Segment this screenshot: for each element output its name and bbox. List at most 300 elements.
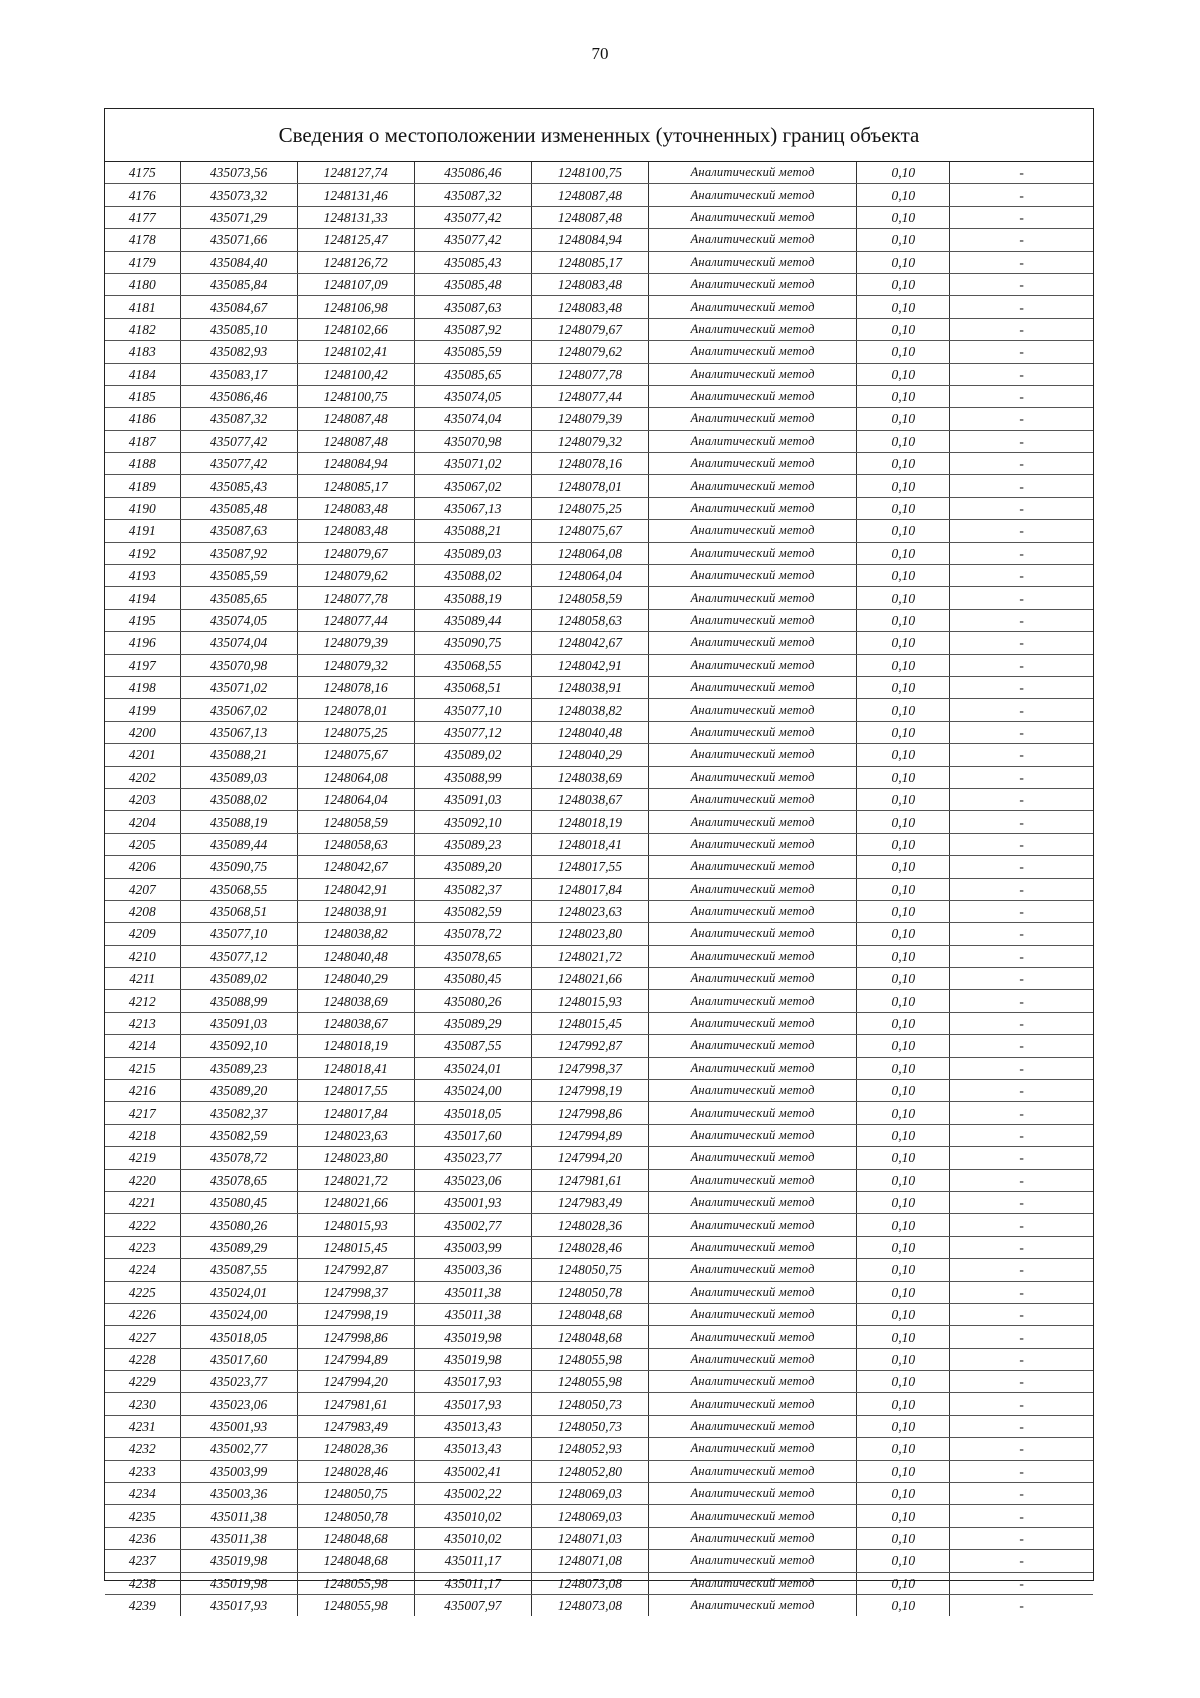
point-number-cell: 4233 [105,1460,180,1482]
point-number-cell: 4193 [105,565,180,587]
x-old-cell: 435003,99 [180,1460,297,1482]
point-number-cell: 4176 [105,184,180,206]
accuracy-cell: 0,10 [857,1191,950,1213]
y-old-cell: 1248028,46 [297,1460,414,1482]
point-number-cell: 4227 [105,1326,180,1348]
method-cell: Аналитический метод [649,833,857,855]
point-number-cell: 4183 [105,341,180,363]
y-old-cell: 1248077,78 [297,587,414,609]
x-new-cell: 435013,43 [414,1415,531,1437]
accuracy-cell: 0,10 [857,1527,950,1549]
description-cell: - [950,1102,1093,1124]
accuracy-cell: 0,10 [857,721,950,743]
x-new-cell: 435010,02 [414,1527,531,1549]
method-cell: Аналитический метод [649,1505,857,1527]
y-new-cell: 1248052,93 [531,1438,648,1460]
description-cell: - [950,251,1093,273]
accuracy-cell: 0,10 [857,1281,950,1303]
x-new-cell: 435088,99 [414,766,531,788]
y-old-cell: 1247981,61 [297,1393,414,1415]
x-new-cell: 435068,51 [414,676,531,698]
x-old-cell: 435071,02 [180,676,297,698]
table-row [105,1348,1093,1370]
y-new-cell: 1248015,45 [531,1012,648,1034]
x-new-cell: 435010,02 [414,1505,531,1527]
y-old-cell: 1248131,33 [297,206,414,228]
x-new-cell: 435017,93 [414,1393,531,1415]
accuracy-cell: 0,10 [857,1057,950,1079]
table-row [105,1326,1093,1348]
table-row [105,497,1093,519]
method-cell: Аналитический метод [649,1169,857,1191]
method-cell: Аналитический метод [649,1303,857,1325]
description-cell: - [950,878,1093,900]
x-new-cell: 435082,59 [414,900,531,922]
accuracy-cell: 0,10 [857,497,950,519]
y-new-cell: 1248050,73 [531,1393,648,1415]
table-row [105,1393,1093,1415]
x-new-cell: 435011,17 [414,1572,531,1594]
method-cell: Аналитический метод [649,1236,857,1258]
x-old-cell: 435085,84 [180,273,297,295]
description-cell: - [950,990,1093,1012]
x-new-cell: 435074,04 [414,408,531,430]
accuracy-cell: 0,10 [857,744,950,766]
x-old-cell: 435088,21 [180,744,297,766]
table-row [105,408,1093,430]
table-row [105,1012,1093,1034]
method-cell: Аналитический метод [649,1438,857,1460]
x-new-cell: 435068,55 [414,654,531,676]
table-row [105,542,1093,564]
x-old-cell: 435068,55 [180,878,297,900]
x-new-cell: 435001,93 [414,1191,531,1213]
x-new-cell: 435077,42 [414,206,531,228]
y-old-cell: 1248038,91 [297,900,414,922]
description-cell: - [950,430,1093,452]
method-cell: Аналитический метод [649,385,857,407]
x-old-cell: 435068,51 [180,900,297,922]
point-number-cell: 4196 [105,632,180,654]
accuracy-cell: 0,10 [857,565,950,587]
description-cell: - [950,1057,1093,1079]
method-cell: Аналитический метод [649,273,857,295]
table-row [105,968,1093,990]
description-cell: - [950,1191,1093,1213]
description-cell: - [950,609,1093,631]
method-cell: Аналитический метод [649,1348,857,1370]
y-new-cell: 1248071,08 [531,1550,648,1572]
method-cell: Аналитический метод [649,363,857,385]
table-row [105,856,1093,878]
table-row [105,1415,1093,1437]
description-cell: - [950,1483,1093,1505]
x-old-cell: 435011,38 [180,1505,297,1527]
point-number-cell: 4180 [105,273,180,295]
x-old-cell: 435073,56 [180,162,297,184]
point-number-cell: 4238 [105,1572,180,1594]
y-old-cell: 1248075,25 [297,721,414,743]
point-number-cell: 4201 [105,744,180,766]
y-old-cell: 1248078,16 [297,676,414,698]
table-row [105,811,1093,833]
accuracy-cell: 0,10 [857,542,950,564]
accuracy-cell: 0,10 [857,1550,950,1572]
table-row [105,945,1093,967]
point-number-cell: 4210 [105,945,180,967]
x-new-cell: 435088,02 [414,565,531,587]
description-cell: - [950,1012,1093,1034]
point-number-cell: 4232 [105,1438,180,1460]
y-old-cell: 1247994,89 [297,1348,414,1370]
y-old-cell: 1248075,67 [297,744,414,766]
x-new-cell: 435077,42 [414,229,531,251]
description-cell: - [950,1281,1093,1303]
y-old-cell: 1248131,46 [297,184,414,206]
y-new-cell: 1248079,67 [531,318,648,340]
x-new-cell: 435089,29 [414,1012,531,1034]
y-old-cell: 1248127,74 [297,162,414,184]
description-cell: - [950,162,1093,184]
y-old-cell: 1248028,36 [297,1438,414,1460]
y-new-cell: 1248079,62 [531,341,648,363]
accuracy-cell: 0,10 [857,1460,950,1482]
point-number-cell: 4194 [105,587,180,609]
y-new-cell: 1248058,59 [531,587,648,609]
description-cell: - [950,1169,1093,1191]
accuracy-cell: 0,10 [857,475,950,497]
y-new-cell: 1248087,48 [531,206,648,228]
method-cell: Аналитический метод [649,162,857,184]
accuracy-cell: 0,10 [857,788,950,810]
coordinates-table [105,162,1093,1616]
table-row [105,1057,1093,1079]
table-row [105,385,1093,407]
y-new-cell: 1248028,46 [531,1236,648,1258]
x-new-cell: 435024,01 [414,1057,531,1079]
x-new-cell: 435087,32 [414,184,531,206]
description-cell: - [950,945,1093,967]
method-cell: Аналитический метод [649,632,857,654]
accuracy-cell: 0,10 [857,968,950,990]
table-row [105,1460,1093,1482]
x-old-cell: 435088,99 [180,990,297,1012]
y-old-cell: 1248106,98 [297,296,414,318]
table-row [105,923,1093,945]
x-new-cell: 435011,17 [414,1550,531,1572]
y-new-cell: 1248075,67 [531,520,648,542]
y-old-cell: 1248125,47 [297,229,414,251]
method-cell: Аналитический метод [649,497,857,519]
y-old-cell: 1248018,41 [297,1057,414,1079]
method-cell: Аналитический метод [649,968,857,990]
description-cell: - [950,1595,1093,1617]
y-new-cell: 1248038,91 [531,676,648,698]
accuracy-cell: 0,10 [857,1214,950,1236]
table-row [105,1527,1093,1549]
x-new-cell: 435002,22 [414,1483,531,1505]
x-new-cell: 435003,99 [414,1236,531,1258]
x-old-cell: 435018,05 [180,1326,297,1348]
x-new-cell: 435082,37 [414,878,531,900]
description-cell: - [950,1415,1093,1437]
point-number-cell: 4218 [105,1124,180,1146]
x-old-cell: 435089,20 [180,1080,297,1102]
x-new-cell: 435018,05 [414,1102,531,1124]
y-new-cell: 1248087,48 [531,184,648,206]
point-number-cell: 4195 [105,609,180,631]
x-old-cell: 435085,43 [180,475,297,497]
accuracy-cell: 0,10 [857,1505,950,1527]
x-old-cell: 435024,01 [180,1281,297,1303]
x-old-cell: 435074,05 [180,609,297,631]
x-old-cell: 435019,98 [180,1550,297,1572]
y-new-cell: 1248077,44 [531,385,648,407]
x-old-cell: 435089,44 [180,833,297,855]
method-cell: Аналитический метод [649,318,857,340]
x-new-cell: 435011,38 [414,1303,531,1325]
table-row [105,1191,1093,1213]
point-number-cell: 4192 [105,542,180,564]
y-new-cell: 1248015,93 [531,990,648,1012]
accuracy-cell: 0,10 [857,878,950,900]
y-new-cell: 1247994,20 [531,1147,648,1169]
x-new-cell: 435085,43 [414,251,531,273]
accuracy-cell: 0,10 [857,1012,950,1034]
method-cell: Аналитический метод [649,788,857,810]
x-old-cell: 435088,02 [180,788,297,810]
table-row [105,990,1093,1012]
x-old-cell: 435087,63 [180,520,297,542]
y-new-cell: 1248055,98 [531,1371,648,1393]
description-cell: - [950,721,1093,743]
point-number-cell: 4217 [105,1102,180,1124]
accuracy-cell: 0,10 [857,945,950,967]
table-row [105,744,1093,766]
accuracy-cell: 0,10 [857,1572,950,1594]
y-old-cell: 1248038,67 [297,1012,414,1034]
y-old-cell: 1248042,91 [297,878,414,900]
y-new-cell: 1247983,49 [531,1191,648,1213]
table-row [105,1371,1093,1393]
method-cell: Аналитический метод [649,341,857,363]
table-row [105,721,1093,743]
description-cell: - [950,1460,1093,1482]
description-cell: - [950,565,1093,587]
description-cell: - [950,788,1093,810]
y-new-cell: 1248079,32 [531,430,648,452]
description-cell: - [950,587,1093,609]
accuracy-cell: 0,10 [857,856,950,878]
x-old-cell: 435092,10 [180,1035,297,1057]
x-old-cell: 435089,02 [180,968,297,990]
table-row [105,273,1093,295]
y-new-cell: 1248100,75 [531,162,648,184]
description-cell: - [950,184,1093,206]
method-cell: Аналитический метод [649,1057,857,1079]
y-new-cell: 1247998,86 [531,1102,648,1124]
y-new-cell: 1248084,94 [531,229,648,251]
table-row [105,788,1093,810]
method-cell: Аналитический метод [649,1527,857,1549]
point-number-cell: 4198 [105,676,180,698]
method-cell: Аналитический метод [649,408,857,430]
method-cell: Аналитический метод [649,654,857,676]
method-cell: Аналитический метод [649,1147,857,1169]
x-new-cell: 435089,23 [414,833,531,855]
x-new-cell: 435086,46 [414,162,531,184]
y-old-cell: 1248055,98 [297,1595,414,1617]
method-cell: Аналитический метод [649,721,857,743]
y-old-cell: 1247998,19 [297,1303,414,1325]
y-new-cell: 1248038,67 [531,788,648,810]
description-cell: - [950,1147,1093,1169]
x-new-cell: 435089,20 [414,856,531,878]
method-cell: Аналитический метод [649,587,857,609]
description-cell: - [950,856,1093,878]
description-cell: - [950,229,1093,251]
method-cell: Аналитический метод [649,945,857,967]
description-cell: - [950,1393,1093,1415]
accuracy-cell: 0,10 [857,1080,950,1102]
y-old-cell: 1248038,69 [297,990,414,1012]
table-row [105,363,1093,385]
y-old-cell: 1248079,62 [297,565,414,587]
x-new-cell: 435002,77 [414,1214,531,1236]
y-old-cell: 1248015,45 [297,1236,414,1258]
x-new-cell: 435070,98 [414,430,531,452]
accuracy-cell: 0,10 [857,1483,950,1505]
table-row [105,1214,1093,1236]
x-new-cell: 435011,38 [414,1281,531,1303]
x-old-cell: 435077,42 [180,430,297,452]
table-row [105,1483,1093,1505]
x-old-cell: 435084,40 [180,251,297,273]
accuracy-cell: 0,10 [857,900,950,922]
y-old-cell: 1247992,87 [297,1259,414,1281]
table-body [105,162,1093,1616]
method-cell: Аналитический метод [649,475,857,497]
description-cell: - [950,363,1093,385]
table-row [105,520,1093,542]
x-new-cell: 435024,00 [414,1080,531,1102]
x-new-cell: 435023,77 [414,1147,531,1169]
accuracy-cell: 0,10 [857,1393,950,1415]
table-row [105,453,1093,475]
description-cell: - [950,1236,1093,1258]
y-old-cell: 1248077,44 [297,609,414,631]
point-number-cell: 4237 [105,1550,180,1572]
description-cell: - [950,1527,1093,1549]
description-cell: - [950,1348,1093,1370]
x-old-cell: 435078,65 [180,1169,297,1191]
point-number-cell: 4226 [105,1303,180,1325]
point-number-cell: 4199 [105,699,180,721]
point-number-cell: 4220 [105,1169,180,1191]
x-old-cell: 435019,98 [180,1572,297,1594]
method-cell: Аналитический метод [649,565,857,587]
description-cell: - [950,408,1093,430]
accuracy-cell: 0,10 [857,229,950,251]
accuracy-cell: 0,10 [857,520,950,542]
method-cell: Аналитический метод [649,1102,857,1124]
x-old-cell: 435071,66 [180,229,297,251]
x-old-cell: 435084,67 [180,296,297,318]
y-new-cell: 1248078,01 [531,475,648,497]
y-new-cell: 1248078,16 [531,453,648,475]
x-new-cell: 435002,41 [414,1460,531,1482]
method-cell: Аналитический метод [649,699,857,721]
y-new-cell: 1248042,67 [531,632,648,654]
point-number-cell: 4187 [105,430,180,452]
y-old-cell: 1248021,72 [297,1169,414,1191]
x-new-cell: 435013,43 [414,1438,531,1460]
x-new-cell: 435092,10 [414,811,531,833]
y-new-cell: 1248069,03 [531,1483,648,1505]
x-old-cell: 435085,59 [180,565,297,587]
accuracy-cell: 0,10 [857,251,950,273]
accuracy-cell: 0,10 [857,1147,950,1169]
y-old-cell: 1248017,55 [297,1080,414,1102]
table-row [105,900,1093,922]
x-old-cell: 435073,32 [180,184,297,206]
accuracy-cell: 0,10 [857,1169,950,1191]
y-old-cell: 1248023,80 [297,1147,414,1169]
y-new-cell: 1248038,82 [531,699,648,721]
method-cell: Аналитический метод [649,1191,857,1213]
point-number-cell: 4224 [105,1259,180,1281]
x-new-cell: 435019,98 [414,1348,531,1370]
y-new-cell: 1248017,84 [531,878,648,900]
y-new-cell: 1247998,19 [531,1080,648,1102]
accuracy-cell: 0,10 [857,385,950,407]
description-cell: - [950,497,1093,519]
point-number-cell: 4177 [105,206,180,228]
y-old-cell: 1248084,94 [297,453,414,475]
y-new-cell: 1248040,48 [531,721,648,743]
table-row [105,341,1093,363]
y-new-cell: 1248048,68 [531,1326,648,1348]
x-old-cell: 435087,55 [180,1259,297,1281]
point-number-cell: 4207 [105,878,180,900]
description-cell: - [950,744,1093,766]
table-row [105,587,1093,609]
point-number-cell: 4182 [105,318,180,340]
point-number-cell: 4204 [105,811,180,833]
table-row [105,1080,1093,1102]
x-old-cell: 435077,12 [180,945,297,967]
y-new-cell: 1248040,29 [531,744,648,766]
x-new-cell: 435067,13 [414,497,531,519]
table-row [105,1505,1093,1527]
accuracy-cell: 0,10 [857,296,950,318]
x-new-cell: 435071,02 [414,453,531,475]
accuracy-cell: 0,10 [857,587,950,609]
y-old-cell: 1248048,68 [297,1527,414,1549]
description-cell: - [950,1505,1093,1527]
accuracy-cell: 0,10 [857,811,950,833]
x-new-cell: 435077,10 [414,699,531,721]
accuracy-cell: 0,10 [857,408,950,430]
accuracy-cell: 0,10 [857,609,950,631]
x-old-cell: 435089,23 [180,1057,297,1079]
point-number-cell: 4186 [105,408,180,430]
y-old-cell: 1248085,17 [297,475,414,497]
accuracy-cell: 0,10 [857,1035,950,1057]
x-old-cell: 435088,19 [180,811,297,833]
accuracy-cell: 0,10 [857,676,950,698]
accuracy-cell: 0,10 [857,1348,950,1370]
